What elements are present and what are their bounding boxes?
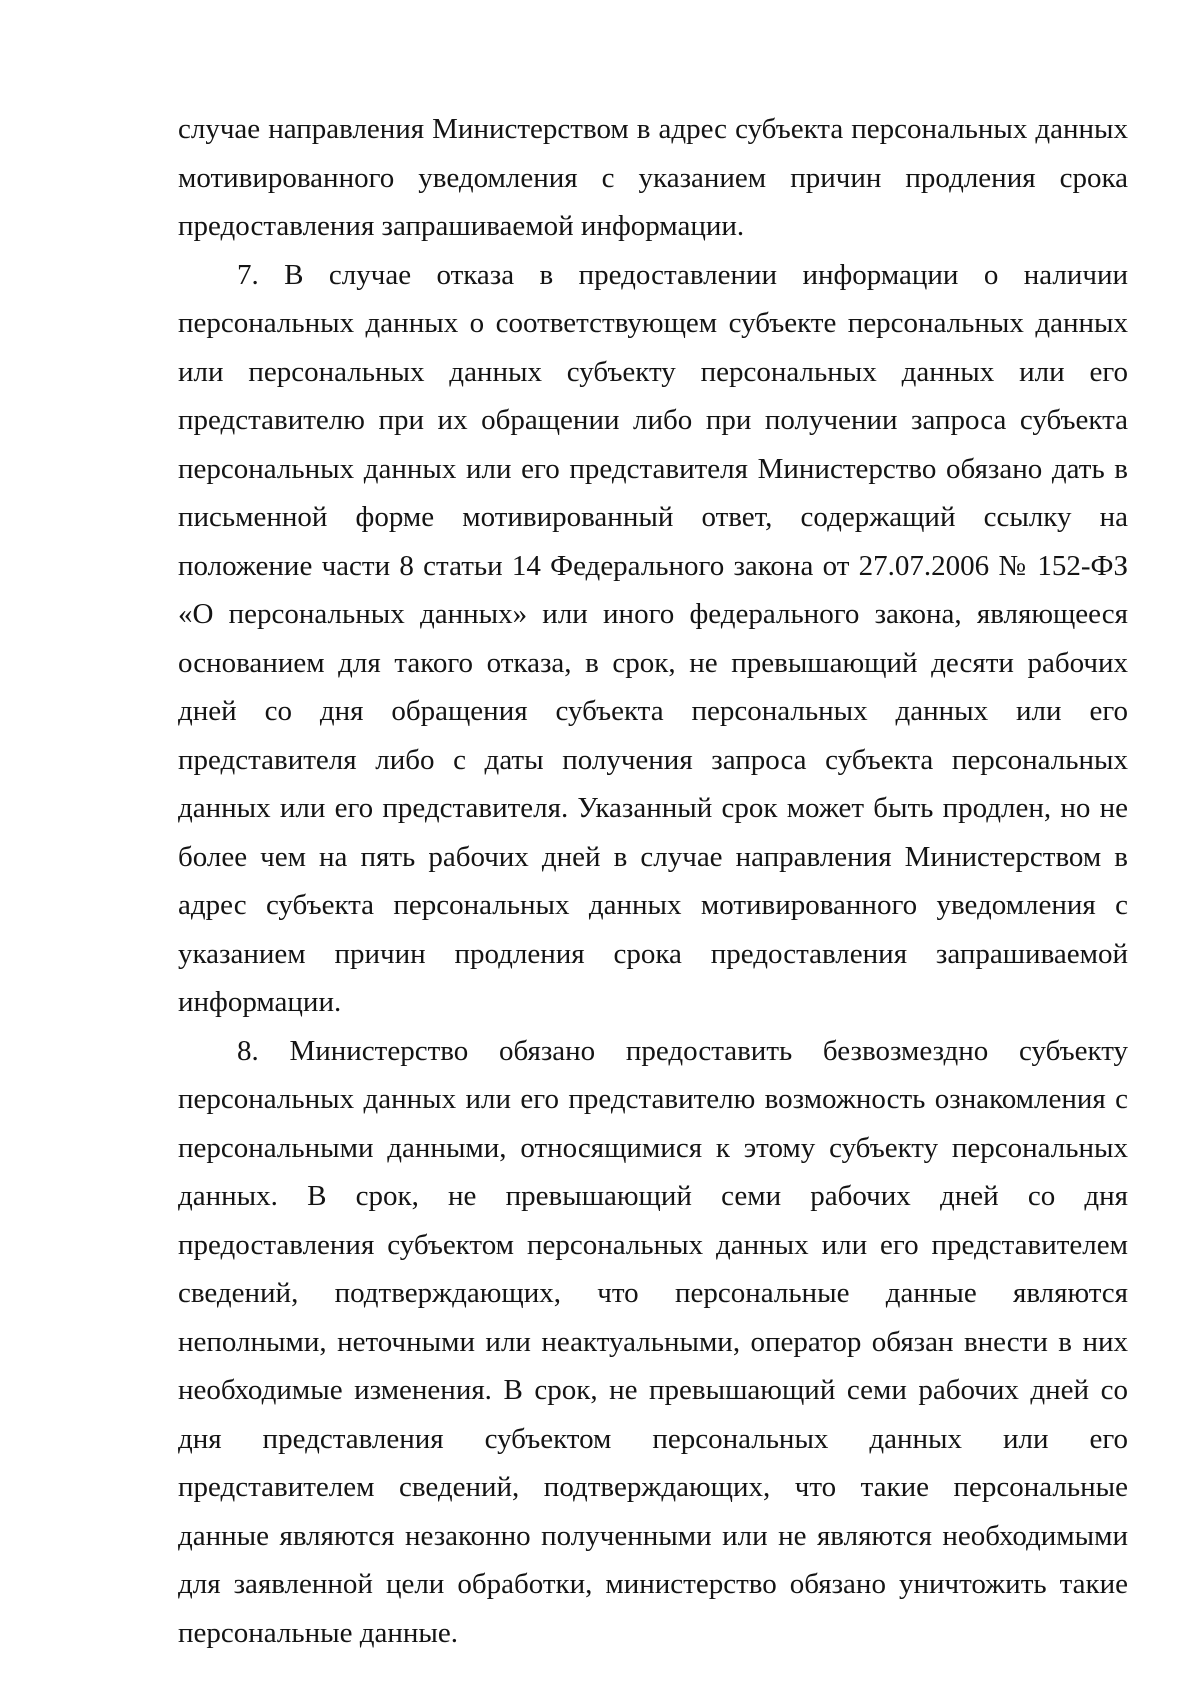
paragraph-text: случае направления Министерством в адрес субъекта персональных данных мотивированного уведомления с указанием причин продления срока предоставления запрашиваемой информации. [178,113,1128,242]
paragraph-text: В случае отказа в предоставлении информации о наличии персональных данных о соответствующем субъекте персональных данных или персональных данных субъекту персональных данных или его представителю при их обращении либо при получении запроса субъекта персональных данных или его представителя Министерство обязано дать в письменной форме мотивированный ответ, содержащий ссылку на положение части 8 статьи 14 Федерального закона от 27.07.2006 № 152-ФЗ «О персональных данных» или иного федерального закона, являющееся основанием для такого отказа, в срок, не превышающий десяти рабочих дней со дня обращения субъекта персональных данных или его представителя либо с даты получения запроса субъекта персональных данных или его представителя. Указанный срок может быть продлен, но не более чем на пять рабочих дней в случае направления Министерством в адрес субъекта персональных данных мотивированного уведомления с указанием причин продления срока предоставления запрашиваемой информации. [178,258,1128,1018]
item-number: 7. [237,258,259,291]
paragraph-item-7 [178,251,1128,1027]
item-number: 8. [237,1034,259,1067]
paragraph-text: Министерство обязано предоставить безвозмездно субъекту персональных данных или его представителю возможность ознакомления с персональными данными, относящимися к этому субъекту персональных данных. В срок, не превышающий семи рабочих дней со дня предоставления субъектом персональных данных или его представителем сведений, подтверждающих, что персональные данные являются неполными, неточными или неактуальными, оператор обязан внести в них необходимые изменения. В срок, не превышающий семи рабочих дней со дня представления субъектом персональных данных или его представителем сведений, подтверждающих, что такие персональные данные являются незаконно полученными или не являются необходимыми для заявленной цели обработки, министерство обязано уничтожить такие персональные данные. [178,1034,1128,1649]
paragraph-item-8 [178,1027,1128,1658]
document-body [178,105,1128,1657]
paragraph-continuation [178,105,1128,251]
